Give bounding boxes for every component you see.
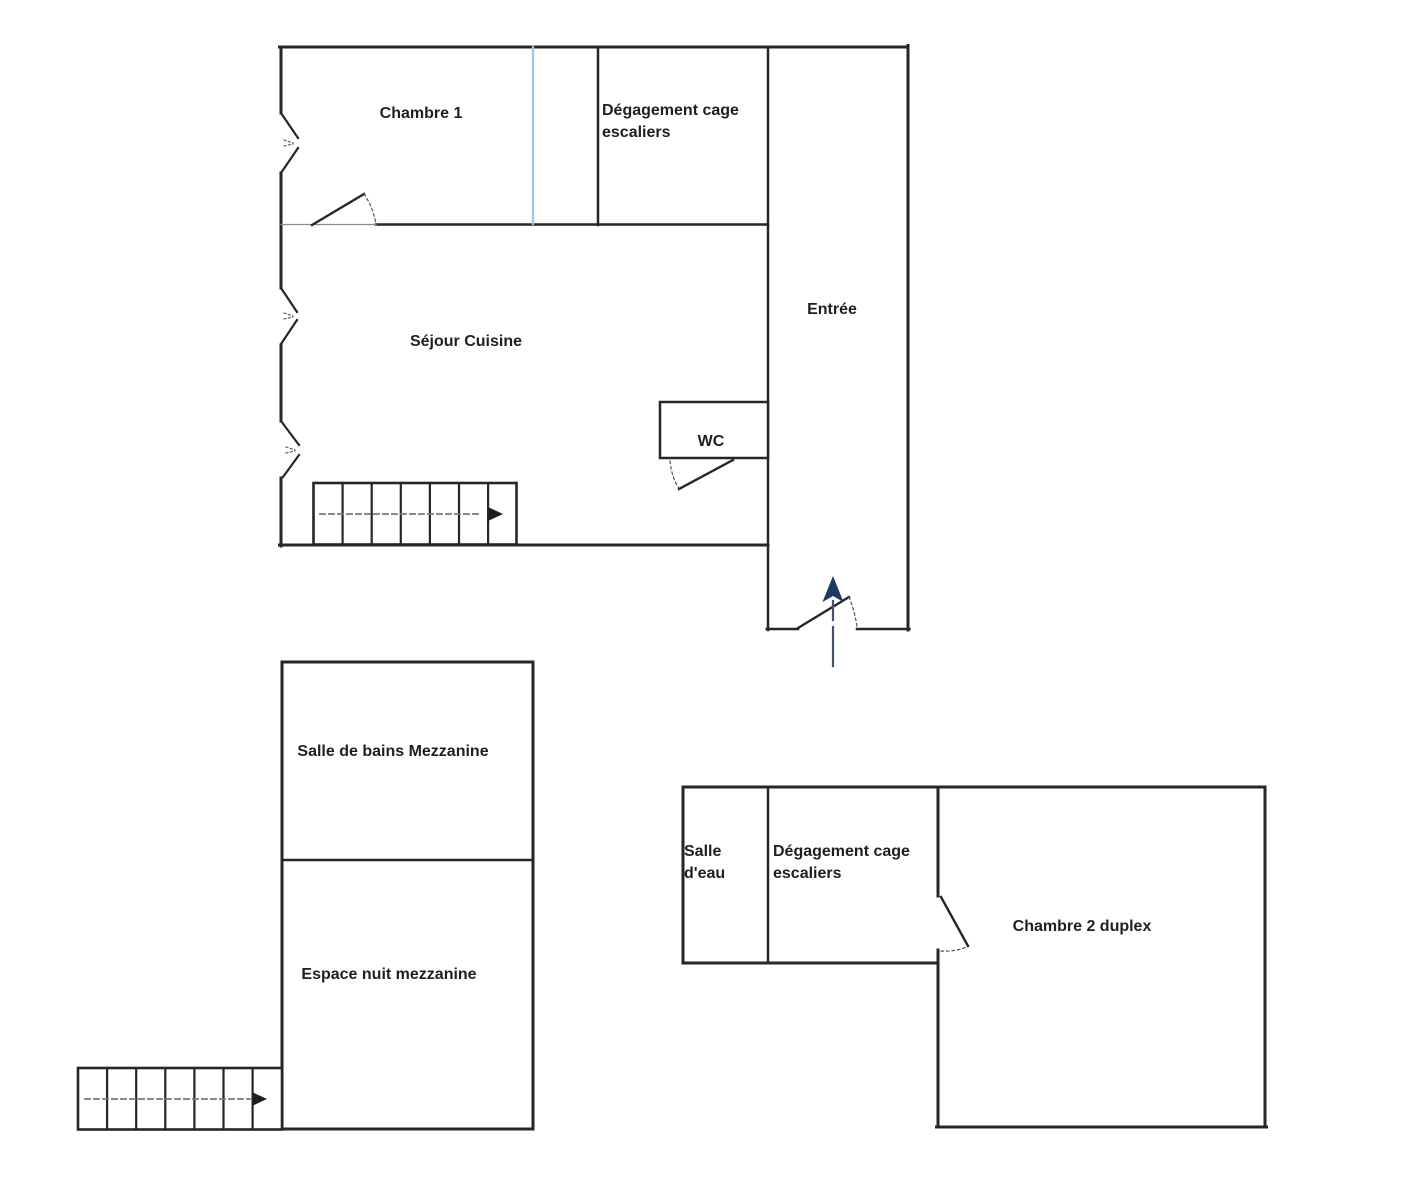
duplex-walls bbox=[683, 787, 1267, 1127]
duplex-plan bbox=[683, 787, 1267, 1127]
room-label-salle-eau: Salle d'eau bbox=[684, 843, 726, 883]
room-label-salle-de-bains-mezzanine: Salle de bains Mezzanine bbox=[297, 742, 489, 760]
entrance-door bbox=[798, 597, 857, 628]
chambre2-door bbox=[941, 897, 968, 951]
entrance-arrow bbox=[823, 576, 844, 666]
window-symbol-3 bbox=[281, 421, 299, 477]
room-label-chambre2-duplex: Chambre 2 duplex bbox=[1012, 917, 1152, 935]
room-label-wc: WC bbox=[697, 432, 725, 450]
window-symbol-2 bbox=[281, 288, 297, 344]
window-symbol-1 bbox=[281, 113, 298, 173]
staircase-level1 bbox=[314, 483, 517, 545]
chambre1-door bbox=[312, 194, 376, 225]
staircase-mezzanine bbox=[78, 1068, 282, 1130]
mezzanine-plan bbox=[78, 662, 533, 1130]
room-label-entree: Entrée bbox=[807, 300, 857, 318]
wc-door bbox=[670, 460, 733, 489]
room-label-espace-nuit-mezzanine: Espace nuit mezzanine bbox=[301, 965, 477, 983]
mezzanine-walls bbox=[282, 662, 533, 1129]
room-label-sejour-cuisine: Séjour Cuisine bbox=[409, 332, 523, 350]
room-label-chambre1: Chambre 1 bbox=[379, 104, 463, 122]
level1-plan bbox=[280, 46, 910, 667]
room-label-degagement-duplex: Dégagement cage escaliers bbox=[773, 843, 910, 883]
room-label-degagement-level1: Dégagement cage escaliers bbox=[602, 102, 739, 142]
